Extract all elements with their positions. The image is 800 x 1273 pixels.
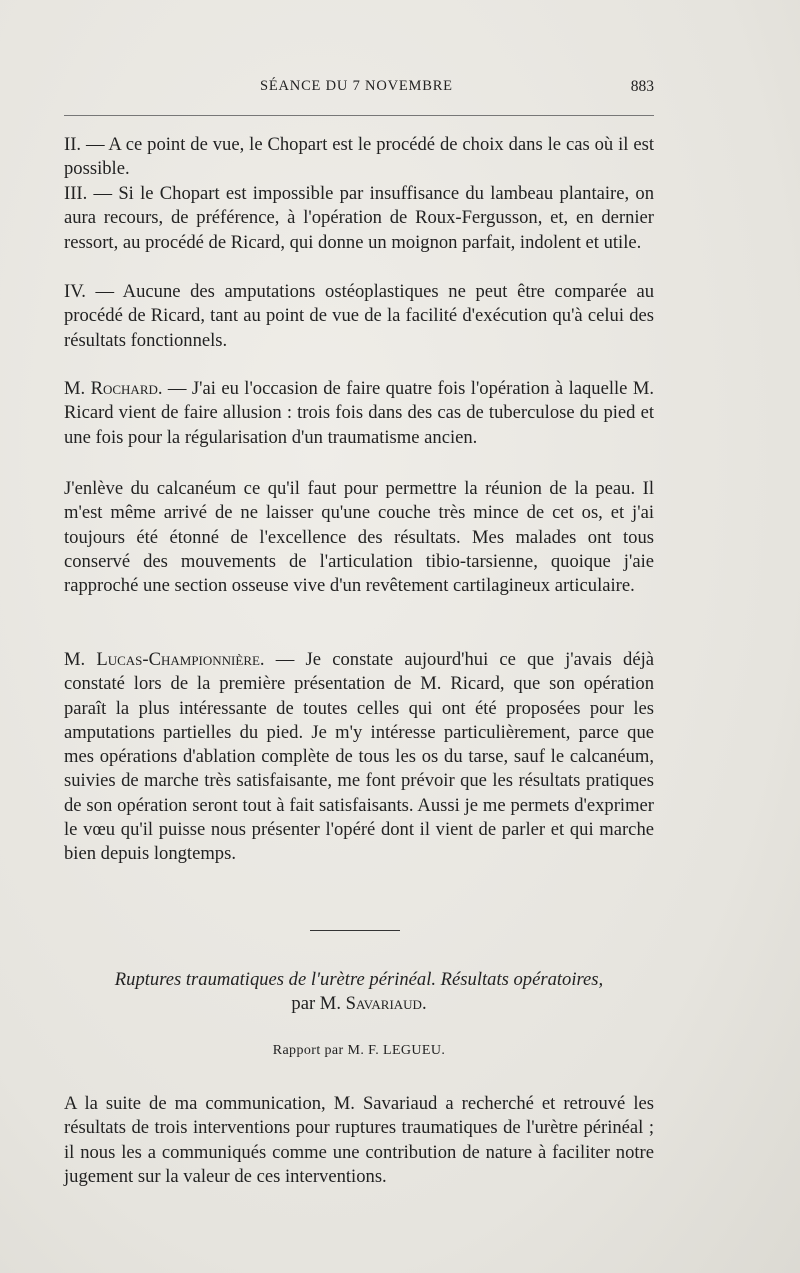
conclusion-iii: III. — Si le Chopart est impossible par insuffisance du lambeau plantaire, on aura recours, de préférence, à l'opération de Roux-Fergusson, et, en dernier ressort, au procédé de Ricard, qui donne un moignon parfait, indolent et utile. [64, 183, 654, 253]
article-title-text: Ruptures traumatiques de l'urètre périnéal. Résultats opératoires, [114, 969, 604, 990]
lucas-text: — Je constate aujourd'hui ce que j'avais déjà constaté lors de la première présentation de M. Ricard, que son opération paraît la plus intéressante de toutes celles qui ont été proposées pour les amputations partielles du pied. Je m'y intéresse particulièrement, parce que mes opérations d'ablation complète de tous les os du tarse, sauf le calcanéum, suivies de marche très satisfaisante, me font prévoir que les résultats pratiques de son opération seront tout à fait satisfaisants. Aussi je me permets d'exprimer le vœu qu'il puisse nous présenter l'opéré dont il vient de parler et qui marche bien depuis longtemps. [64, 649, 654, 865]
rochard-text-1: — J'ai eu l'occasion de faire quatre fois l'opération à laquelle M. Ricard vient de faire allusion : trois fois dans des cas de tuberculose du pied et une fois pour la régularisation d'un traumatisme ancien. [64, 378, 654, 448]
article-title [64, 968, 654, 1017]
report-line: Rapport par M. F. LEGUEU. [272, 1043, 446, 1058]
byline-prefix: par M. [291, 993, 346, 1015]
header-rule [64, 115, 654, 116]
conclusion-ii: II. — A ce point de vue, le Chopart est le procédé de choix dans le cas où il est possible. [64, 134, 654, 180]
conclusion-iv: IV. — Aucune des amputations ostéoplastiques ne peut être comparée au procédé de Ricard, tant au point de vue de la facilité d'exécution qu'à celui des résultats fonctionnels. [64, 281, 654, 351]
speaker-lucas-championniere: M. Lucas-Championnière. [64, 649, 265, 670]
page-number: 883 [630, 78, 654, 95]
article-body: A la suite de ma communication, M. Savariaud a recherché et retrouvé les résultats de trois interventions pour ruptures traumatiques de l'urètre périnéal ; il nous les a communiqués comme une contribution de nature à faciliter notre jugement sur la valeur de ces interventions. [64, 1093, 654, 1187]
running-header [64, 78, 654, 100]
section-separator [310, 930, 400, 931]
lucas-paragraph [64, 648, 654, 867]
article-author: Savariaud. [345, 993, 427, 1015]
rochard-paragraph-2: J'enlève du calcanéum ce qu'il faut pour permettre la réunion de la peau. Il m'est même arrivé de ne laisser qu'une couche très mince de cet os, et j'ai toujours été étonné de l'excellence des résultats. Mes malades ont tous conservé des mouvements de l'articulation tibio-tarsienne, quoique j'aie rapproché une section osseuse vive d'un revêtement cartilagineux articulaire. [64, 478, 654, 597]
speaker-rochard: M. Rochard. [64, 378, 163, 399]
rochard-paragraph-1 [64, 377, 654, 450]
running-title: SÉANCE DU 7 NOVEMBRE [260, 78, 453, 94]
